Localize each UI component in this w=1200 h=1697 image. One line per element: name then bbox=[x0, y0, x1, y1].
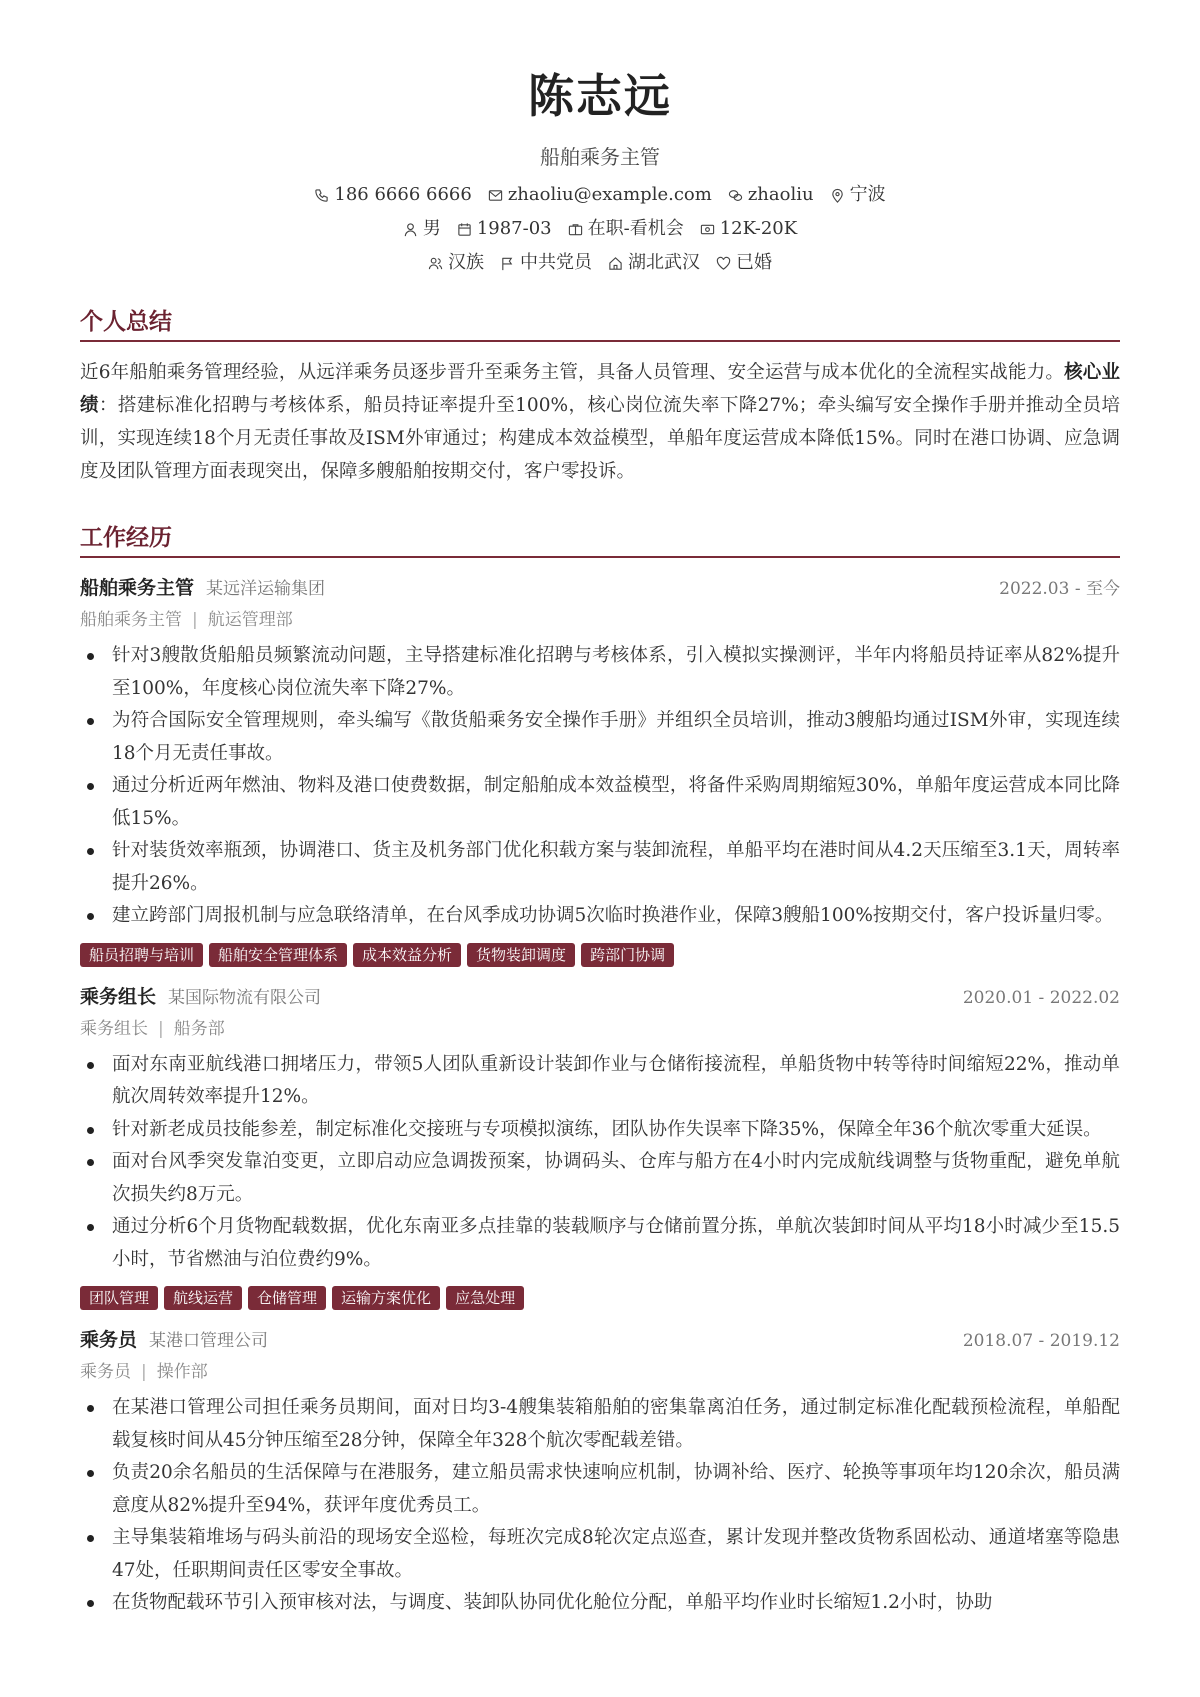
info-item bbox=[428, 246, 484, 280]
bullet-item: 为符合国际安全管理规则，牵头编写《散货船乘务安全操作手册》并组织全员培训，推动3艘船均通过ISM外审，实现连续18个月无责任事故。 bbox=[80, 705, 1120, 770]
info-text: 宁波 bbox=[849, 184, 886, 205]
job-header bbox=[80, 1324, 1120, 1356]
job-title: 乘务组长 bbox=[80, 985, 157, 1008]
contact-row bbox=[80, 178, 1120, 212]
job-title: 船舶乘务主管 bbox=[80, 577, 195, 599]
extra-info-row bbox=[80, 246, 1120, 280]
skill-tag: 应急处理 bbox=[446, 1286, 524, 1310]
resume-header bbox=[80, 0, 1120, 280]
calendar-icon bbox=[457, 222, 472, 237]
info-item bbox=[500, 246, 592, 280]
job-subtitle bbox=[80, 1013, 1120, 1045]
info-item bbox=[488, 178, 712, 212]
job-title-group bbox=[80, 572, 325, 605]
skill-tag: 仓储管理 bbox=[248, 1286, 326, 1310]
bullet-item: 建立跨部门周报机制与应急联络清单，在台风季成功协调5次临时换港作业，保障3艘船100%按期交付，客户投诉量归零。 bbox=[80, 900, 1120, 933]
summary-bold-label: 核心业绩 bbox=[80, 362, 1120, 416]
skill-tag: 船舶安全管理体系 bbox=[209, 943, 347, 967]
bullet-item: 在某港口管理公司担任乘务员期间，面对日均3-4艘集装箱船舶的密集靠离泊任务，通过制定标准化配载预检流程，单船配载复核时间从45分钟压缩至28分钟，保障全年328个航次零配载差错。 bbox=[80, 1392, 1120, 1457]
job-company: 某港口管理公司 bbox=[149, 1331, 269, 1351]
candidate-title: 船舶乘务主管 bbox=[540, 145, 660, 169]
info-item bbox=[700, 212, 797, 246]
job-entry bbox=[80, 572, 1120, 967]
skill-tag: 团队管理 bbox=[80, 1286, 158, 1310]
money-icon bbox=[700, 222, 715, 237]
mail-icon bbox=[488, 188, 503, 203]
skill-tag: 航线运营 bbox=[164, 1286, 242, 1310]
job-bullets bbox=[80, 640, 1120, 933]
bullet-item: 针对3艘散货船船员频繁流动问题，主导搭建标准化招聘与考核体系，引入模拟实操测评，半年内将船员持证率从82%提升至100%，年度核心岗位流失率下降27%。 bbox=[80, 640, 1120, 705]
job-bullets bbox=[80, 1392, 1120, 1620]
job-company: 某远洋运输集团 bbox=[206, 579, 326, 599]
info-text: 已婚 bbox=[736, 252, 772, 273]
job-role: 船舶乘务主管 bbox=[80, 610, 182, 630]
bullet-item: 在货物配载环节引入预审核对法，与调度、装卸队协同优化舱位分配，单船平均作业时长缩短1.2小时，协助 bbox=[80, 1587, 1120, 1620]
info-item bbox=[830, 178, 886, 212]
basic-info-row bbox=[80, 212, 1120, 246]
separator: | bbox=[158, 1018, 164, 1039]
bullet-item: 通过分析6个月货物配载数据，优化东南亚多点挂靠的装载顺序与仓储前置分拣，单航次装卸时间从平均18小时减少至15.5小时，节省燃油与泊位费约9%。 bbox=[80, 1211, 1120, 1276]
people-icon bbox=[428, 256, 443, 271]
job-title-group bbox=[80, 981, 321, 1014]
info-text: zhaoliu@example.com bbox=[507, 184, 712, 205]
skill-tag: 运输方案优化 bbox=[332, 1286, 440, 1310]
job-department: 操作部 bbox=[156, 1362, 208, 1382]
bullet-item: 面对台风季突发靠泊变更，立即启动应急调拨预案，协调码头、仓库与船方在4小时内完成航线调整与货物重配，避免单航次损失约8万元。 bbox=[80, 1146, 1120, 1211]
job-entry bbox=[80, 1324, 1120, 1620]
section-title-summary: 个人总结 bbox=[80, 302, 1120, 342]
wechat-icon bbox=[728, 188, 743, 203]
info-text: 男 bbox=[422, 218, 441, 239]
job-date: 2020.01 - 2022.02 bbox=[962, 987, 1120, 1008]
bullet-item: 面对东南亚航线港口拥堵压力，带领5人团队重新设计装卸作业与仓储衔接流程，单船货物中转等待时间缩短22%，推动单航次周转效率提升12%。 bbox=[80, 1049, 1120, 1114]
info-text: 中共党员 bbox=[520, 252, 592, 273]
skill-tag: 货物装卸调度 bbox=[467, 943, 575, 967]
job-bullets bbox=[80, 1049, 1120, 1277]
job-department: 航运管理部 bbox=[207, 610, 293, 630]
job-role: 乘务组长 bbox=[80, 1018, 148, 1039]
job-role: 乘务员 bbox=[80, 1362, 131, 1382]
bullet-item: 负责20余名船员的生活保障与在港服务，建立船员需求快速响应机制，协调补给、医疗、轮换等事项年均120余次，船员满意度从82%提升至94%，获评年度优秀员工。 bbox=[80, 1457, 1120, 1522]
info-text: 湖北武汉 bbox=[628, 252, 700, 273]
job-header bbox=[80, 572, 1120, 604]
info-item bbox=[403, 212, 441, 246]
job-header bbox=[80, 981, 1120, 1013]
info-text: 汉族 bbox=[448, 252, 484, 273]
job-subtitle bbox=[80, 1356, 1120, 1388]
candidate-name: 陈志远 bbox=[528, 69, 672, 123]
info-item bbox=[716, 246, 772, 280]
summary-text-after: ：搭建标准化招聘与考核体系，船员持证率提升至100%，核心岗位流失率下降27%；牵头编写安全操作手册并推动全员培训，实现连续18个月无责任事故及ISM外审通过；构建成本效益模型，单船年度运营成本降低15%。同时在港口协调、应急调度及团队管理方面表现突出，保障多艘船舶按期交付，客户零投诉。 bbox=[80, 395, 1120, 482]
skill-tags bbox=[80, 1286, 1120, 1310]
skill-tags bbox=[80, 943, 1120, 967]
info-text: 186 6666 6666 bbox=[334, 184, 472, 205]
info-text: 1987-03 bbox=[476, 218, 552, 239]
summary-text bbox=[80, 356, 1120, 488]
home-icon bbox=[608, 256, 623, 271]
info-item bbox=[314, 178, 471, 212]
job-entry bbox=[80, 981, 1120, 1311]
skill-tag: 成本效益分析 bbox=[353, 943, 461, 967]
skill-tag: 船员招聘与培训 bbox=[80, 943, 203, 967]
job-company: 某国际物流有限公司 bbox=[168, 987, 322, 1008]
job-title: 乘务员 bbox=[80, 1329, 138, 1351]
briefcase-icon bbox=[568, 222, 583, 237]
heart-icon bbox=[716, 256, 731, 271]
flag-icon bbox=[500, 256, 515, 271]
info-item bbox=[457, 212, 552, 246]
job-list bbox=[80, 572, 1120, 1620]
bullet-item: 主导集装箱堆场与码头前沿的现场安全巡检，每班次完成8轮次定点巡查，累计发现并整改货物系固松动、通道堵塞等隐患47处，任职期间责任区零安全事故。 bbox=[80, 1522, 1120, 1587]
job-date: 2022.03 - 至今 bbox=[999, 579, 1120, 599]
separator: | bbox=[141, 1362, 147, 1382]
info-text: zhaoliu bbox=[747, 184, 814, 205]
job-date: 2018.07 - 2019.12 bbox=[962, 1331, 1120, 1351]
section-title-experience: 工作经历 bbox=[80, 518, 1120, 558]
job-subtitle bbox=[80, 604, 1120, 636]
summary-text-before: 近6年船舶乘务管理经验，从远洋乘务员逐步晋升至乘务主管，具备人员管理、安全运营与成本优化的全流程实战能力。 bbox=[80, 362, 1065, 383]
user-icon bbox=[403, 222, 418, 237]
bullet-item: 通过分析近两年燃油、物料及港口使费数据，制定船舶成本效益模型，将备件采购周期缩短30%，单船年度运营成本同比降低15%。 bbox=[80, 770, 1120, 835]
job-title-group bbox=[80, 1324, 268, 1357]
phone-icon bbox=[314, 188, 329, 203]
bullet-item: 针对新老成员技能参差，制定标准化交接班与专项模拟演练，团队协作失误率下降35%，保障全年36个航次零重大延误。 bbox=[80, 1114, 1120, 1147]
info-text: 在职-看机会 bbox=[587, 218, 684, 239]
job-department: 船务部 bbox=[173, 1018, 225, 1039]
skill-tag: 跨部门协调 bbox=[581, 943, 674, 967]
experience-section bbox=[80, 518, 1120, 1620]
location-icon bbox=[830, 188, 845, 203]
info-item bbox=[608, 246, 700, 280]
summary-section bbox=[80, 302, 1120, 488]
info-item bbox=[568, 212, 684, 246]
info-text: 12K-20K bbox=[719, 218, 798, 239]
info-item bbox=[728, 178, 814, 212]
separator: | bbox=[192, 610, 198, 630]
bullet-item: 针对装货效率瓶颈，协调港口、货主及机务部门优化积载方案与装卸流程，单船平均在港时间从4.2天压缩至3.1天，周转率提升26%。 bbox=[80, 835, 1120, 900]
